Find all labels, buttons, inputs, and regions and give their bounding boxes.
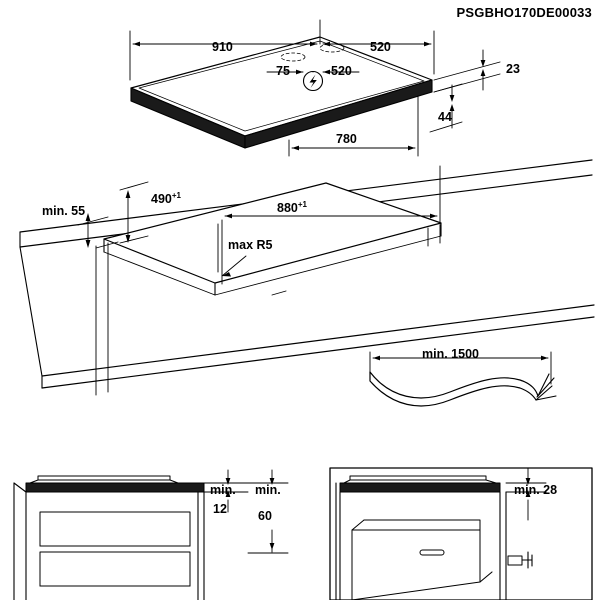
label-cutout-depth: $490^{+1}$ — [151, 191, 181, 207]
label-hob-depth: 520 — [370, 40, 391, 54]
label-min-12-word: min. — [210, 483, 236, 497]
label-radius: max R5 — [228, 238, 273, 252]
power-connection-icon — [304, 72, 323, 91]
label-top-depth: 520 — [331, 64, 352, 78]
document-code: PSGBHO170DE00033 — [456, 5, 592, 20]
dimension-44 — [430, 84, 462, 132]
label-min-60-word: min. — [255, 483, 281, 497]
label-front-dim: 780 — [336, 132, 357, 146]
label-min-12-value: 12 — [213, 502, 227, 516]
label-thickness: 23 — [506, 62, 520, 76]
label-min-rear: min. 55 — [42, 204, 86, 218]
label-min-60-value: 60 — [258, 509, 272, 523]
label-hob-width: 910 — [212, 40, 233, 54]
label-cutout-width: $880^{+1}$ — [277, 200, 307, 216]
label-min-28: min. 28 — [514, 483, 558, 497]
label-cable-length: min. 1500 — [422, 347, 479, 361]
section-left-drawer — [14, 476, 204, 600]
dimension-23 — [434, 50, 500, 92]
label-side-offset: 44 — [438, 110, 452, 124]
cable-diagram — [370, 372, 556, 406]
label-cutout-notch: 75 — [276, 64, 290, 78]
